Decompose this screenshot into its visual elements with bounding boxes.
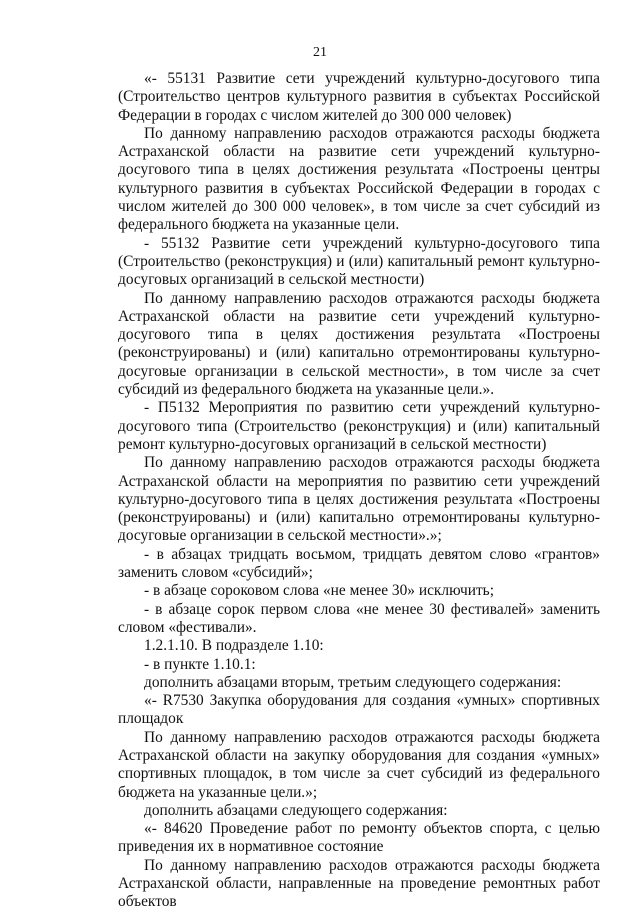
paragraph: По данному направлению расходов отражаются расходы бюджета Астраханской области на закупку оборудования для создания «умных» спортивных площадок, в том числе за счет субсидий из федерального бюджета на указанные цели.»; [118,728,600,801]
paragraph: дополнить абзацами вторым, третьим следующего содержания: [144,673,562,691]
paragraph: - П5132 Мероприятия по развитию сети учреждений культурно-досугового типа (Строительство (реконструкция) и (или) капитальный ремонт культурно-досуговых организаций в сельской местности) [118,399,600,453]
paragraph: «- 84620 Проведение работ по ремонту объектов спорта, с целью приведения их в нормативное состояние [118,820,600,856]
paragraph: «- 55131 Развитие сети учреждений культурно-досугового типа (Строительство центров культурного развития в субъектах Российской Федерации в городах с числом жителей до 300 000 человек) [118,70,600,124]
paragraph: - в абзаце сорок первом слова «не менее 30 фестивалей» заменить словом «фестивали». [118,600,600,636]
paragraph: По данному направлению расходов отражаются расходы бюджета Астраханской области, направленные на проведение ремонтных работ объектов [118,856,600,911]
document-body [118,70,600,912]
paragraph: «- R7530 Закупка оборудования для создания «умных» спортивных площадок [118,692,600,728]
page-number: 21 [313,45,327,60]
paragraph: По данному направлению расходов отражаются расходы бюджета Астраханской области на развитие сети учреждений культурно-досугового типа в целях достижения результата «Построены центры культурного развития в субъектах Российской Федерации в городах с числом жителей до 300 000 человек», в том числе за счет субсидий из федерального бюджета на указанные цели. [118,124,600,234]
paragraph: По данному направлению расходов отражаются расходы бюджета Астраханской области на развитие сети учреждений культурно-досугового типа в целях достижения результата «Построены (реконструированы) и (или) капитально отремонтированы культурно-досуговые организации в сельской местности», в том числе за счет субсидий из федерального бюджета на указанные цели.». [118,289,600,399]
paragraph: - в абзаце сороковом слова «не менее 30» исключить; [144,582,494,600]
paragraph: 1.2.1.10. В подразделе 1.10: [144,637,324,655]
paragraph: По данному направлению расходов отражаются расходы бюджета Астраханской области на мероприятия по развитию сети учреждений культурно-досугового типа в целях достижения результата «Построены (реконструированы) и (или) капитально отремонтированы культурно-досуговые организации в сельской местности».»; [118,454,600,545]
paragraph: - 55132 Развитие сети учреждений культурно-досугового типа (Строительство (реконструкция) и (или) капитальный ремонт культурно-досуговых организаций в сельской местности) [118,234,600,289]
paragraph: - в абзацах тридцать восьмом, тридцать девятом слово «грантов» заменить словом «субсидий»; [118,545,600,582]
paragraph: дополнить абзацами следующего содержания: [144,801,448,819]
paragraph: - в пункте 1.10.1: [144,655,256,673]
